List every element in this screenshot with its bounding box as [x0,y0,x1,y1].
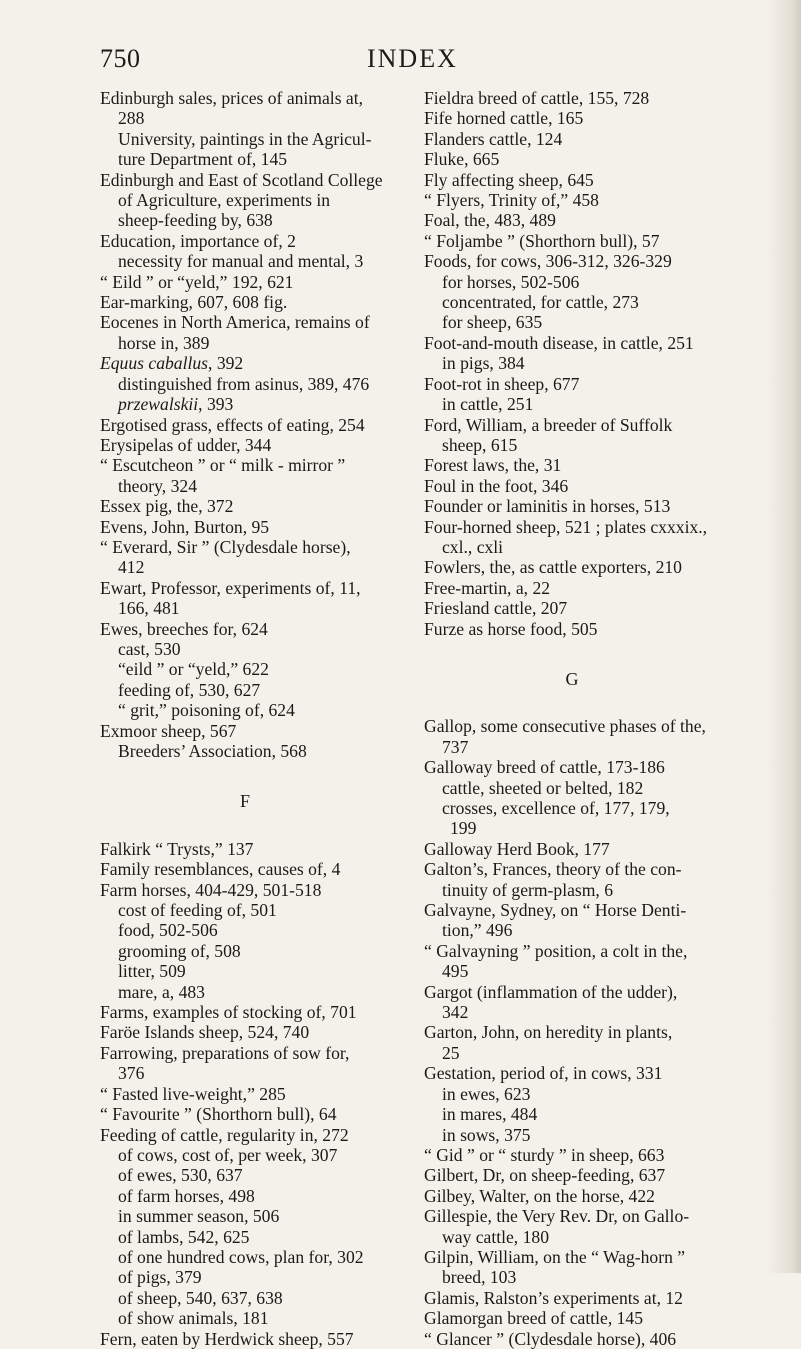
index-entry: Fowlers, the, as cattle exporters, 210 [424,557,682,578]
index-subentry: of ewes, 530, 637 [118,1165,243,1186]
index-entry: Equus caballus, 392 [100,353,244,374]
index-subentry: in ewes, 623 [442,1083,531,1104]
index-entry: Foal, the, 483, 489 [424,210,556,231]
index-entry: Falkirk “ Trysts,” 137 [100,838,254,859]
index-entry: Glamis, Ralston’s experiments at, 12 [424,1287,683,1308]
index-entry: Gilpin, William, on the “ Wag-horn ” [424,1246,686,1267]
index-subentry: in pigs, 384 [442,353,525,374]
index-entry: “ Eild ” or “yeld,” 192, 621 [100,271,294,292]
index-entry: Essex pig, the, 372 [100,496,234,517]
index-subentry: cattle, sheeted or belted, 182 [442,777,644,798]
index-subentry: of pigs, 379 [118,1267,202,1288]
index-entry: Farm horses, 404-429, 501-518 [100,879,322,900]
index-entry: “ Flyers, Trinity of,” 458 [424,190,599,211]
index-subentry: cast, 530 [118,638,181,659]
index-entry: Family resemblances, causes of, 4 [100,859,341,880]
index-entry: Ewes, breeches for, 624 [100,618,268,639]
index-entry-continuation: 288 [118,108,145,129]
page-number: 750 [100,44,141,73]
index-entry: Exmoor sheep, 567 [100,720,237,741]
index-entry: Fife horned cattle, 165 [424,108,584,129]
section-letter: F [239,791,250,812]
index-entry-continuation: cxl., cxli [442,536,504,557]
index-entry-continuation: 737 [442,736,469,757]
index-entry: Farrowing, preparations of sow for, [100,1042,350,1063]
running-head: INDEX [367,44,458,73]
index-subentry: for horses, 502-506 [442,271,580,292]
page-edge-shadow [767,0,801,1273]
index-subentry: necessity for manual and mental, 3 [118,251,364,272]
index-entry: Friesland cattle, 207 [424,598,568,619]
index-subentry: litter, 509 [118,961,186,982]
index-entry: Fieldra breed of cattle, 155, 728 [424,88,650,108]
index-entry: “ Everard, Sir ” (Clydesdale horse), [100,536,351,557]
index-subentry: cost of feeding of, 501 [118,900,277,921]
index-subentry: concentrated, for cattle, 273 [442,292,639,313]
index-entry: Gestation, period of, in cows, 331 [424,1063,663,1084]
index-entry: Gilbey, Walter, on the horse, 422 [424,1185,655,1206]
index-entry: Free-martin, a, 22 [424,577,551,598]
index-entry: Gilbert, Dr, on sheep-feeding, 637 [424,1165,666,1186]
index-entry: Ergotised grass, effects of eating, 254 [100,414,365,435]
index-subentry: of sheep, 540, 637, 638 [118,1287,283,1308]
index-entry: Ford, William, a breeder of Suffolk [424,414,673,435]
index-entry: Fly affecting sheep, 645 [424,169,594,190]
index-entry: “ Gid ” or “ sturdy ” in sheep, 663 [424,1144,665,1165]
index-entry: Faröe Islands sheep, 524, 740 [100,1022,310,1043]
index-subentry: Breeders’ Association, 568 [118,741,307,761]
index-entry-continuation: 199 [450,818,477,839]
index-entry: Forest laws, the, 31 [424,455,562,476]
index-entry: “ Favourite ” (Shorthorn bull), 64 [100,1104,337,1125]
index-subentry: grooming of, 508 [118,940,241,961]
index-entry: Galloway breed of cattle, 173-186 [424,757,665,778]
index-entry-continuation: breed, 103 [442,1267,517,1288]
index-entry-continuation: 376 [118,1063,145,1084]
index-entry: “ Glancer ” (Clydesdale horse), 406 [424,1328,677,1349]
index-subentry: mare, a, 483 [118,981,205,1002]
index-entry-continuation: tinuity of germ-plasm, 6 [442,879,614,900]
index-entry: Edinburgh and East of Scotland College [100,169,383,190]
section-letter: G [565,668,579,689]
index-entry: Galloway Herd Book, 177 [424,838,610,859]
index-subentry: in summer season, 506 [118,1206,280,1227]
index-entry-continuation: way cattle, 180 [442,1226,549,1247]
index-entry: Ewart, Professor, experiments of, 11, [100,577,361,598]
index-entry: Galton’s, Frances, theory of the con- [424,859,682,880]
index-subentry: przewalskii, 393 [118,394,234,415]
index-subentry: of one hundred cows, plan for, 302 [118,1246,364,1267]
index-subentry: for sheep, 635 [442,312,543,333]
index-subentry: of farm horses, 498 [118,1185,255,1206]
index-subentry: of lambs, 542, 625 [118,1226,250,1247]
index-entry: Founder or laminitis in horses, 513 [424,496,671,517]
index-entry: “ Galvayning ” position, a colt in the, [424,940,688,961]
index-entry: Feeding of cattle, regularity in, 272 [100,1124,349,1145]
index-entry: Foot-and-mouth disease, in cattle, 251 [424,332,694,353]
index-entry: Foul in the foot, 346 [424,475,569,496]
index-entry: “ Foljambe ” (Shorthorn bull), 57 [424,230,660,251]
index-column-right [424,88,720,1349]
index-entry: Garton, John, on heredity in plants, [424,1022,673,1043]
index-entry: Gallop, some consecutive phases of the, [424,716,706,737]
index-entry: Galvayne, Sydney, on “ Horse Denti- [424,900,687,921]
index-entry: Gillespie, the Very Rev. Dr, on Gallo- [424,1206,690,1227]
index-entry-continuation: 412 [118,557,145,578]
index-entry-continuation: tion,” 496 [442,920,513,941]
index-subentry: “eild ” or “yeld,” 622 [118,659,269,680]
index-entry-continuation: 166, 481 [118,598,180,619]
index-entry: “ Fasted live-weight,” 285 [100,1083,286,1104]
index-entry-continuation: theory, 324 [118,475,197,496]
index-entry: Gargot (inflammation of the udder), [424,981,678,1002]
index-entry-continuation: 25 [442,1042,460,1063]
index-subentry: crosses, excellence of, 177, 179, [442,798,670,818]
index-entry-continuation: horse in, 389 [118,332,210,353]
index-subentry: of cows, cost of, per week, 307 [118,1144,338,1165]
index-subentry: feeding of, 530, 627 [118,679,261,700]
index-subentry: distinguished from asinus, 389, 476 [118,373,370,394]
index-entry-continuation: sheep-feeding by, 638 [118,210,273,231]
index-entry-continuation: 342 [442,1002,469,1023]
index-entry: Eocenes in North America, remains of [100,312,370,333]
index-subentry: “ grit,” poisoning of, 624 [118,700,295,721]
index-entry: Edinburgh sales, prices of animals at, [100,88,364,108]
index-subentry: in sows, 375 [442,1124,531,1145]
index-entry: Fern, eaten by Herdwick sheep, 557 [100,1328,354,1349]
index-column-left [100,88,390,1349]
index-entry: Evens, John, Burton, 95 [100,516,270,537]
index-subentry: in mares, 484 [442,1104,538,1125]
index-subentry: of show animals, 181 [118,1308,269,1329]
index-entry: Ear-marking, 607, 608 fig. [100,292,288,313]
index-entry: Four-horned sheep, 521 ; plates cxxxix., [424,516,708,537]
index-subentry: food, 502-506 [118,920,218,941]
index-entry-continuation: sheep, 615 [442,434,518,455]
index-entry: “ Escutcheon ” or “ milk - mirror ” [100,455,346,476]
index-entry: Farms, examples of stocking of, 701 [100,1002,357,1023]
index-entry-continuation: 495 [442,961,469,982]
page-header [0,44,801,84]
index-entry: Fluke, 665 [424,149,500,170]
index-subentry: University, paintings in the Agricul- [118,128,372,149]
index-entry: Glamorgan breed of cattle, 145 [424,1308,644,1329]
index-entry: Foods, for cows, 306-312, 326-329 [424,251,672,272]
index-entry: Education, importance of, 2 [100,230,296,251]
index-subentry: in cattle, 251 [442,394,534,415]
index-entry: Flanders cattle, 124 [424,128,563,149]
index-entry-continuation: of Agriculture, experiments in [118,190,331,211]
index-entry: Furze as horse food, 505 [424,618,598,639]
index-entry-continuation: ture Department of, 145 [118,149,288,170]
index-entry: Foot-rot in sheep, 677 [424,373,580,394]
index-entry: Erysipelas of udder, 344 [100,434,272,455]
